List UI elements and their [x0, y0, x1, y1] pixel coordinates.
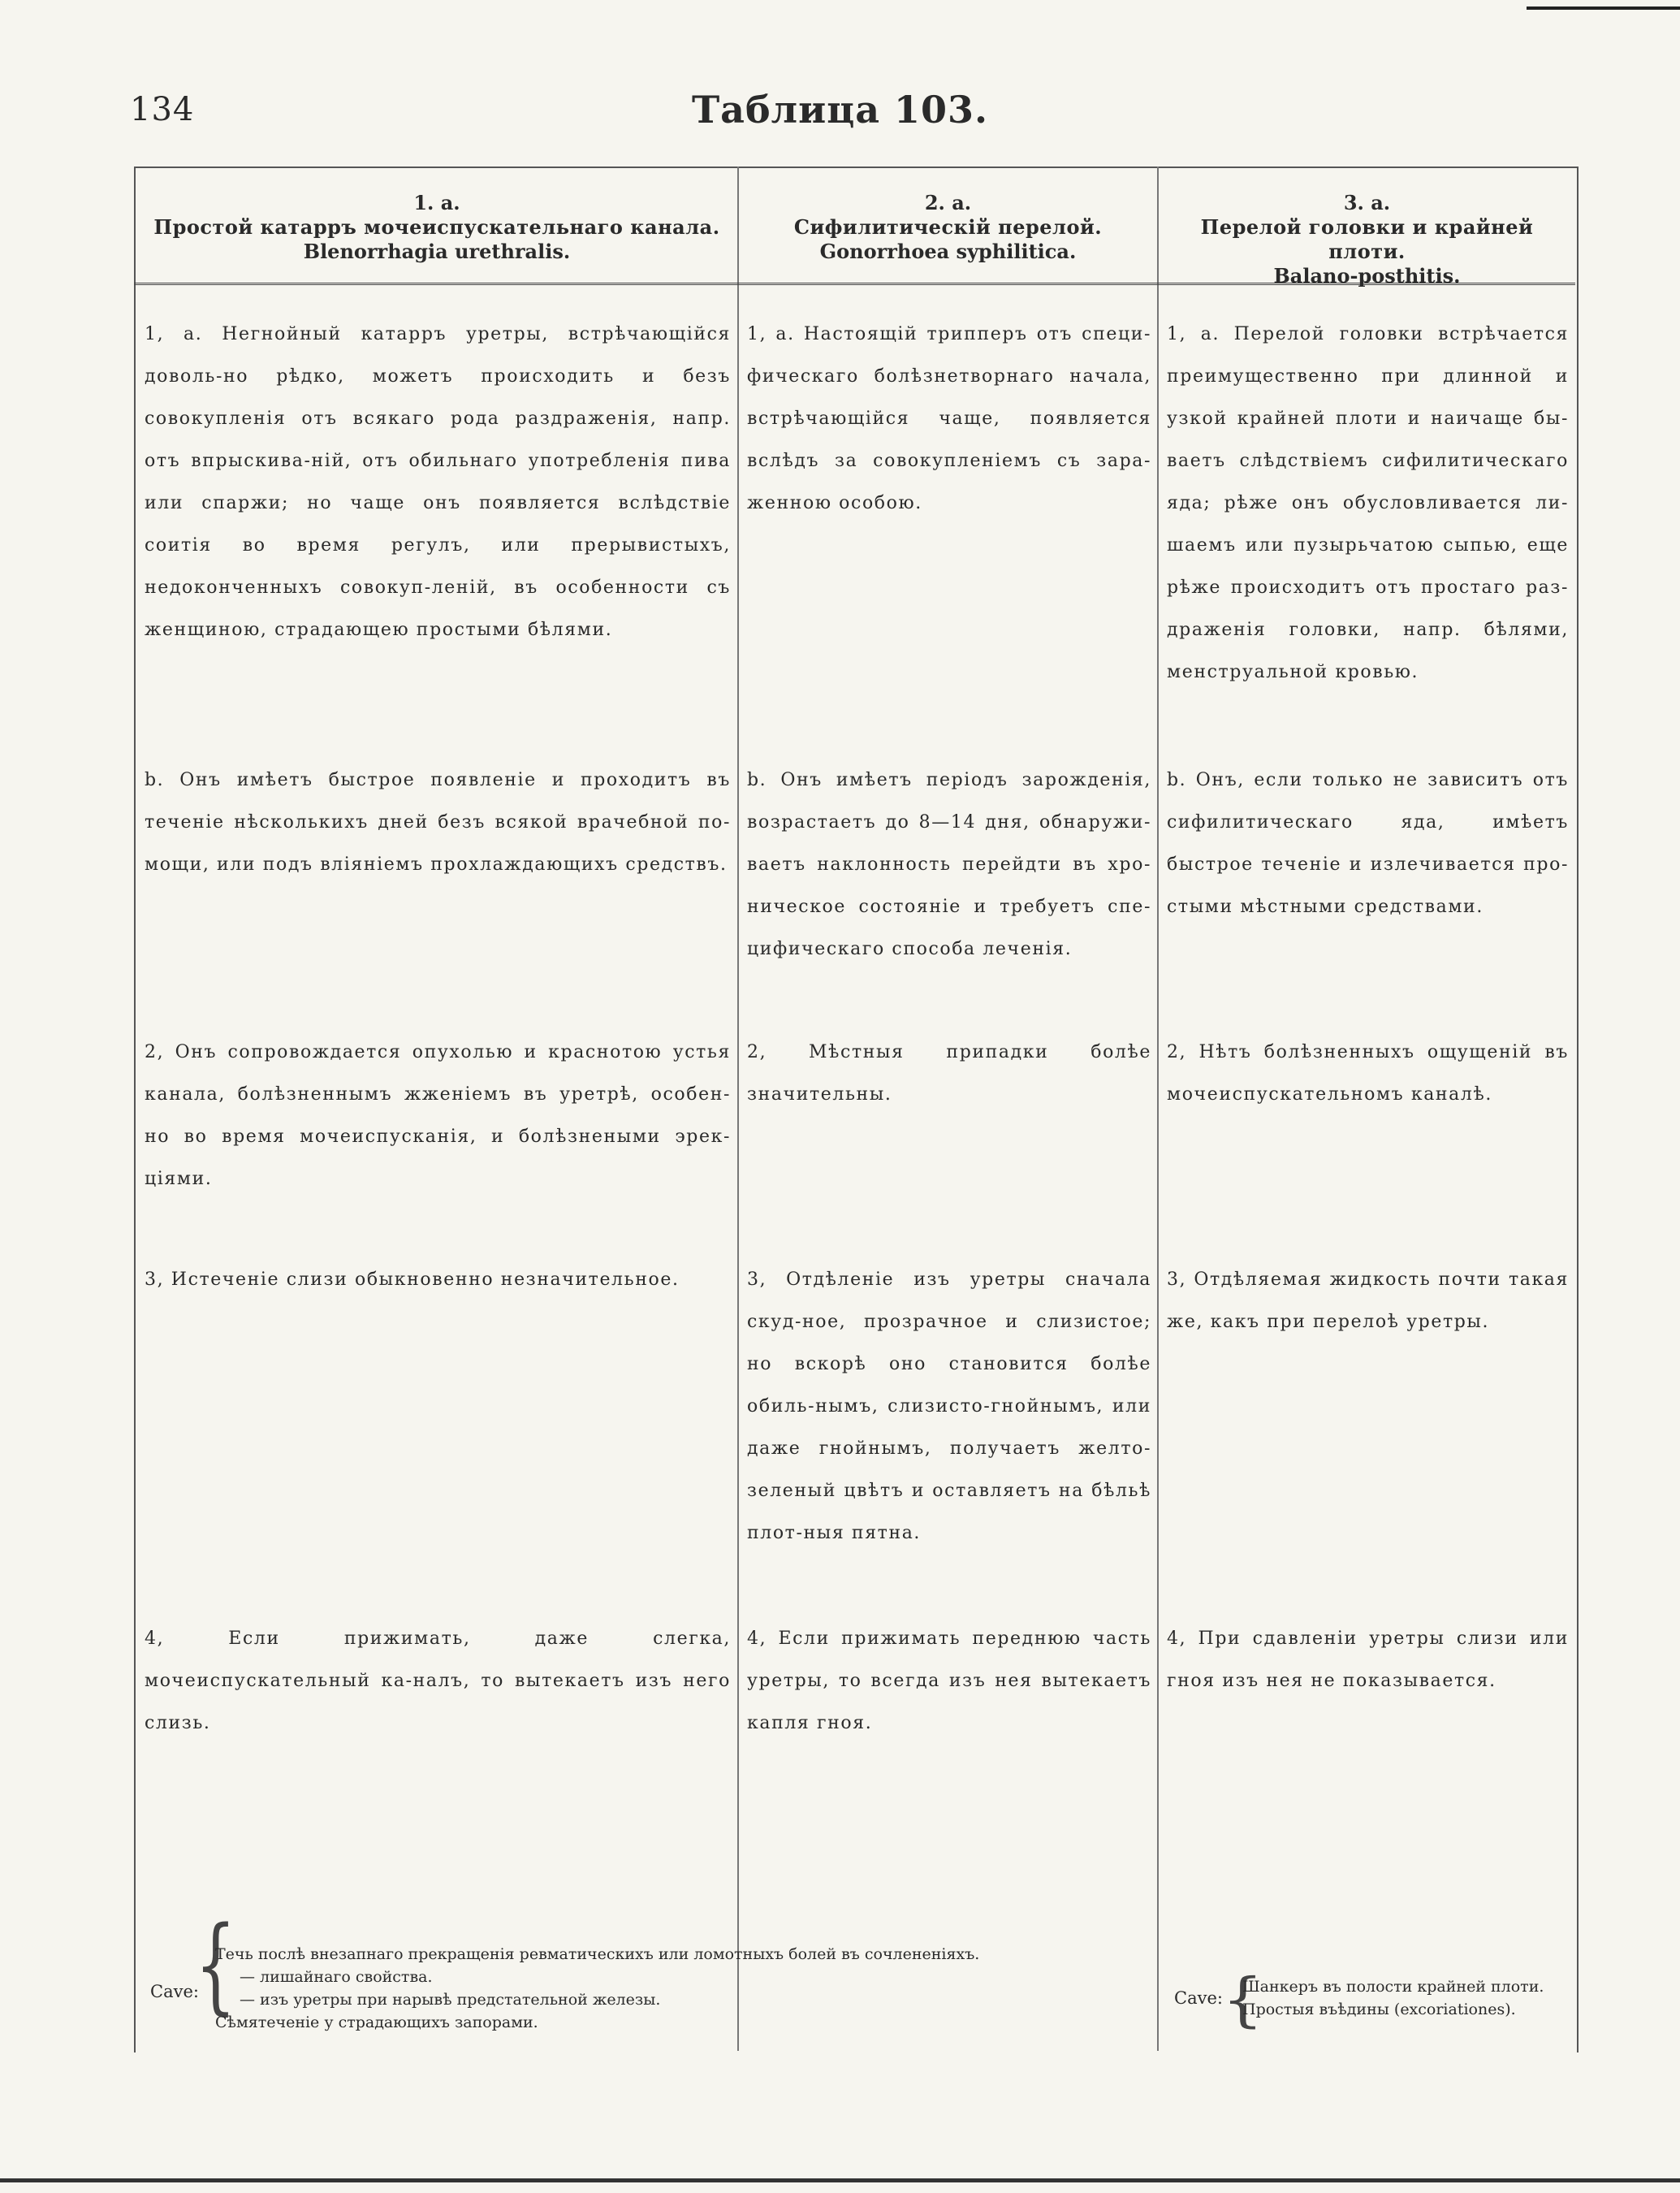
footnote-cave-label-left: Cave:	[150, 1982, 199, 2001]
column-number: 3. а.	[1343, 191, 1391, 214]
brace-right: {	[1222, 1965, 1263, 2034]
footnote-line: Течь послѣ внезапнаго прекращенія ревматическихъ или ломотныхъ болей въ сочлененіяхъ.	[215, 1945, 980, 1963]
brace-left: {	[195, 1904, 236, 2026]
cell-col2-row1a: 1, а. Настоящій трипперъ отъ специ-фическаго болѣзнетворнаго начала, встрѣчающійся чаще, появляется вслѣдъ за совокупленіемъ съ зара-женною особою.	[747, 324, 1151, 513]
cell-col2-row3: 3, Отдѣленіе изъ уретры сначала скуд-ное, прозрачное и слизистое; но вскорѣ оно становится болѣе обиль-нымъ, слизисто-гнойнымъ, или даже гнойнымъ, получаетъ желто-зеленый цвѣтъ и оставляетъ на бѣльѣ плот-ныя пятна.	[747, 1270, 1151, 1543]
cell-col2-row4: 4, Если прижимать переднюю часть уретры, то всегда изъ нея вытекаетъ капля гноя.	[747, 1629, 1151, 1733]
column-title-lat: Blenorrhagia urethralis.	[303, 240, 571, 263]
cell-col3-row4: 4, При сдавленіи уретры слизи или гноя изъ нея не показывается.	[1167, 1629, 1569, 1691]
column-title-lat: Gonorrhoea syphilitica.	[819, 240, 1077, 263]
cell-col3-row2: 2, Нѣтъ болѣзненныхъ ощущеній въ мочеиспускательномъ каналѣ.	[1167, 1042, 1569, 1105]
column-number: 1. а.	[413, 191, 460, 214]
cell-col3-row1b: b. Онъ, если только не зависитъ отъ сифилитическаго яда, имѣетъ быстрое теченіе и излечивается про-стыми мѣстными средствами.	[1167, 770, 1569, 917]
scan-edge-top	[1527, 6, 1680, 10]
column-title-ru: Простой катарръ мочеиспускательнаго канала.	[153, 215, 720, 239]
column-title-lat: Balano-posthitis.	[1273, 264, 1461, 288]
column-title-ru: Сифилитическій перелой.	[793, 215, 1103, 239]
column-divider-1	[737, 167, 739, 2051]
footnote-line: — изъ уретры при нарывѣ предстательной железы.	[240, 1991, 661, 2009]
cell-col3-row3: 3, Отдѣляемая жидкость почти такая же, какъ при перелоѣ уретры.	[1167, 1270, 1569, 1332]
column-header-2	[741, 191, 1155, 264]
footnote-line: Простыя въѣдины (excoriationes).	[1242, 2001, 1516, 2018]
cell-col1-row1b: b. Онъ имѣетъ быстрое появленіе и проходитъ въ теченіе нѣсколькихъ дней безъ всякой врачебной по-мощи, или подъ вліяніемъ прохлаждающихъ средствъ.	[145, 770, 731, 875]
cell-col1-row2: 2, Онъ сопровождается опухолью и краснотою устья канала, болѣзненнымъ жженіемъ въ уретрѣ, особен-но во время мочеиспусканія, и болѣзнеными эрек-ціями.	[145, 1042, 731, 1189]
cell-col1-row3: 3, Истеченіе слизи обыкновенно незначительное.	[145, 1270, 680, 1290]
page-number: 134	[130, 91, 195, 128]
cell-col1-row4: 4, Если прижимать, даже слегка, мочеиспускательный ка-налъ, то вытекаетъ изъ него слизь.	[145, 1629, 731, 1733]
cell-col2-row2: 2, Мѣстныя припадки болѣе значительны.	[747, 1042, 1151, 1105]
scan-edge-bottom	[0, 2178, 1680, 2182]
cell-col3-row1a: 1, а. Перелой головки встрѣчается преимущественно при длинной и узкой крайней плоти и наичаще бы-ваетъ слѣдствіемъ сифилитическаго яда; рѣже онъ обусловливается ли-шаемъ или пузырьчатою сыпью, еще рѣже происходитъ отъ простаго раз-драженія головки, напр. бѣлями, менструальной кровью.	[1167, 324, 1569, 682]
page-title: Таблица 103.	[691, 88, 989, 132]
footnote-list-left	[215, 1943, 1108, 2034]
footnote-list-right	[1242, 1975, 1567, 2021]
column-header-1	[138, 191, 736, 264]
column-divider-2	[1157, 167, 1159, 2051]
footnote-line: Сѣмятеченіе у страдающихъ запорами.	[215, 2013, 538, 2031]
footnote-cave-label-right: Cave:	[1174, 1988, 1223, 2008]
footnote-line: Шанкеръ въ полости крайней плоти.	[1242, 1978, 1544, 1996]
cell-col2-row1b: b. Онъ имѣетъ періодъ зарожденія, возрастаетъ до 8—14 дня, обнаружи-ваетъ наклонность перейдти въ хро-ническое состояніе и требуетъ спе-цифическаго способа леченія.	[747, 770, 1151, 959]
column-number: 2. а.	[924, 191, 972, 214]
column-header-3	[1160, 191, 1574, 288]
footnote-line: — лишайнаго свойства.	[240, 1968, 433, 1986]
column-title-ru: Перелой головки и крайней плоти.	[1200, 215, 1534, 263]
cell-col1-row1a: 1, а. Негнойный катарръ уретры, встрѣчающійся доволь-но рѣдко, можетъ происходить и безъ совокупленія отъ всякаго рода раздраженія, напр. отъ впрыскива-ній, отъ обильнаго употребленія пива или спаржи; но чаще онъ появляется вслѣдствіе соитія во время регулъ, или прерывистыхъ, недоконченныхъ совокуп-леній, въ особенности съ женщиною, страдающею простыми бѣлями.	[145, 324, 731, 640]
